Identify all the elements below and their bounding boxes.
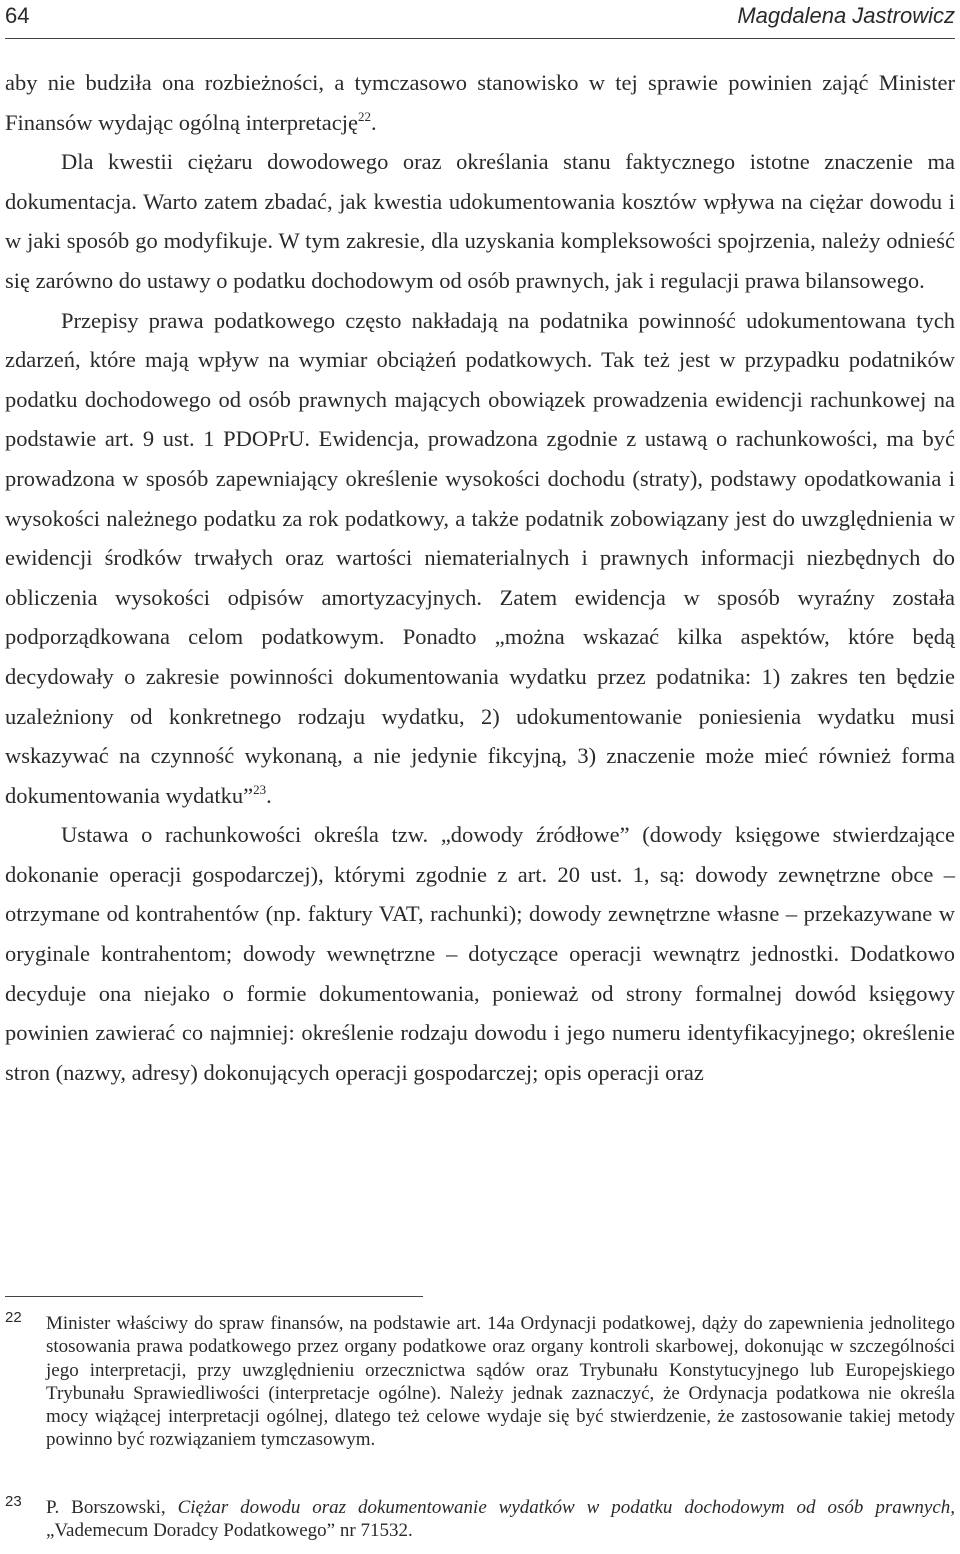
paragraph-3: [5, 301, 955, 816]
paragraph-1: [5, 63, 955, 142]
page-number: 64: [5, 3, 30, 28]
footnote-work-title: Ciężar dowodu oraz dokumentowanie wydatków w podatku dochodowym od osób prawnych,: [177, 1497, 955, 1518]
footnote-number: 23: [5, 1493, 22, 1510]
paragraph-3-text: Przepisy prawa podatkowego często nakładają na podatnika powinność udokumentowana tych zdarzeń, które mają wpływ na wymiar obciążeń podatkowych. Tak też jest w przypadku podatników podatku dochodowego od osób prawnych mających obowiązek prowadzenia ewidencji rachunkowej na podstawie art. 9 ust. 1 PDOPrU. Ewidencja, prowadzona zgodnie z ustawą o rachunkowości, ma być prowadzona w sposób zapewniający określenie wysokości dochodu (straty), podstawy opodatkowania i wysokości należnego podatku za rok podatkowy, a także podatnik zobowiązany jest do uwzględnienia w ewidencji środków trwałych oraz wartości niematerialnych i prawnych informacji niezbędnych do obliczenia wysokości odpisów amortyzacyjnych. Zatem ewidencja w sposób wyraźny została podporządkowana celom podatkowym. Ponadto „można wskazać kilka aspektów, które będą decydowały o zakresie powinności dokumentowania wydatku przez podatnika: 1) zakres ten będzie uzależniony od konkretnego rodzaju wydatku, 2) udokumentowanie poniesienia wydatku musi wskazywać na czynność wykonaną, a nie jedynie fikcyjną, 3) znaczenie może mieć również forma dokumentowania wydatku”: [5, 307, 955, 808]
page-header: [5, 0, 955, 39]
footnote-22: [5, 1309, 955, 1452]
footnote-23: [5, 1493, 955, 1543]
paragraph-1-tail: .: [371, 109, 377, 135]
footnote-separator: [5, 1296, 423, 1297]
paragraph-3-tail: .: [266, 782, 272, 808]
footnote-source: „Vademecum Doradcy Podatkowego” nr 71532.: [46, 1520, 413, 1542]
main-text: [5, 63, 955, 1092]
paragraph-1-text: aby nie budziła ona rozbieżności, a tymczasowo stanowisko w tej sprawie powinien zająć Minister Finansów wydając ogólną interpretację: [5, 70, 955, 135]
footnote-text: Minister właściwy do spraw finansów, na podstawie art. 14a Ordynacji podatkowej, dąży do zapewnienia jednolitego stosowania prawa podatkowego przez organy podatkowe oraz organy kontroli skarbowej, dokonując w szczególności jego interpretacji, przy uwzględnieniu orzecznictwa sądów oraz Trybunału Konstytucyjnego lub Europejskiego Trybunału Sprawiedliwości (interpretacje ogólne). Należy jednak zaznaczyć, że Ordynacja podatkowa nie określa mocy wiążącej interpretacji ogólnej, dlatego też celowe wydaje się być stwierdzenie, że zastosowanie takiej metody powinno być rozwiązaniem tymczasowym.: [46, 1313, 955, 1451]
footnote-author: P. Borszowski,: [46, 1497, 178, 1518]
paragraph-4: Ustawa o rachunkowości określa tzw. „dowody źródłowe” (dowody księgowe stwierdzające dokonanie operacji gospodarczej), którymi zgodnie z art. 20 ust. 1, są: dowody zewnętrzne obce – otrzymane od kontrahentów (np. faktury VAT, rachunki); dowody zewnętrzne własne – przekazywane w oryginale kontrahentom; dowody wewnętrzne – dotyczące operacji wewnątrz jednostki. Dodatkowo decyduje ona niejako o formie dokumentowania, ponieważ od strony formalnej dowód księgowy powinien zawierać co najmniej: określenie rodzaju dowodu i jego numeru identyfikacyjnego; określenie stron (nazwy, adresy) dokonujących operacji gospodarczej; opis operacji oraz: [5, 822, 955, 1085]
running-head-author: Magdalena Jastrowicz: [737, 3, 955, 28]
footnote-ref-23[interactable]: 23: [253, 781, 267, 797]
paragraph-2: Dla kwestii ciężaru dowodowego oraz określania stanu faktycznego istotne znaczenie ma dokumentacja. Warto zatem zbadać, jak kwestia udokumentowania kosztów wpływa na ciężar dowodu i w jaki sposób go modyfikuje. W tym zakresie, dla uzyskania kompleksowości spojrzenia, należy odnieść się zarówno do ustawy o podatku dochodowym od osób prawnych, jak i regulacji prawa bilansowego.: [5, 149, 955, 293]
footnote-number: 22: [5, 1309, 22, 1326]
footnote-ref-22[interactable]: 22: [358, 108, 372, 124]
footnote-text: [46, 1496, 955, 1543]
